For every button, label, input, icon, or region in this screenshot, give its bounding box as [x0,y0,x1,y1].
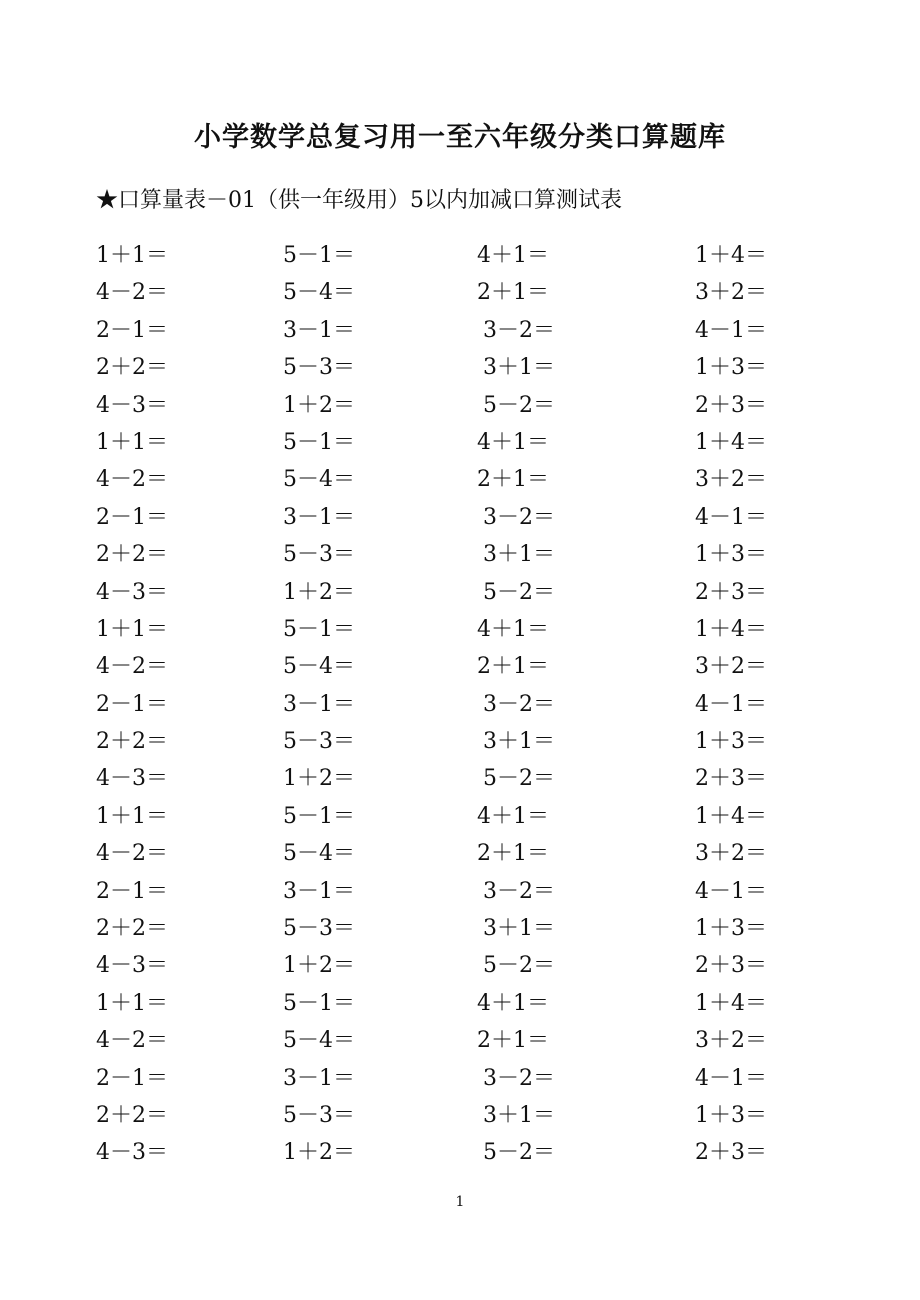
page-number: 1 [455,1194,465,1210]
problem-item: 4＋1＝ [477,429,549,455]
problem-grid [0,237,920,1172]
page-title: 小学数学总复习用一至六年级分类口算题库 [194,122,726,153]
problem-item: 5－3＝ [283,542,355,568]
problem-item: 1＋3＝ [695,916,767,942]
problem-item: 2－1＝ [96,504,168,530]
problem-item: 2－1＝ [96,317,168,343]
problem-item: 4－1＝ [695,317,767,343]
problem-item: 5－3＝ [283,355,355,381]
problem-item: 3－2＝ [483,317,555,343]
problem-item: 5－1＝ [283,243,355,268]
problem-item: 2－1＝ [96,1065,168,1091]
problem-item: 1＋1＝ [96,990,168,1016]
problem-row [0,611,920,648]
problem-item: 2＋3＝ [695,1140,767,1166]
problem-item: 4＋1＝ [477,243,549,268]
problem-item: 1＋2＝ [283,766,355,792]
problem-item: 3＋2＝ [695,280,767,306]
problem-item: 5－1＝ [283,616,355,642]
problem-item: 5－3＝ [283,729,355,755]
problem-row [0,723,920,760]
problem-item: 2＋1＝ [477,654,549,680]
problem-item: 4－1＝ [695,1065,767,1091]
problem-item: 5－1＝ [283,990,355,1016]
problem-item: 2＋3＝ [695,953,767,979]
problem-item: 5－4＝ [283,654,355,680]
problem-item: 3＋1＝ [483,916,555,942]
problem-item: 1＋2＝ [283,953,355,979]
problem-item: 4－2＝ [96,1028,168,1054]
problem-item: 4－2＝ [96,467,168,493]
problem-item: 3－1＝ [283,691,355,717]
problem-item: 2＋3＝ [695,766,767,792]
problem-item: 2－1＝ [96,878,168,904]
problem-item: 1＋4＝ [695,616,767,642]
problem-row [0,1060,920,1097]
problem-item: 4－1＝ [695,504,767,530]
problem-row [0,1022,920,1059]
problem-item: 2＋3＝ [695,392,767,418]
problem-item: 5－2＝ [483,579,555,605]
problem-item: 2＋1＝ [477,467,549,493]
problem-item: 4－3＝ [96,579,168,605]
problem-item: 1＋3＝ [695,1102,767,1128]
problem-item: 4＋1＝ [477,616,549,642]
problem-item: 3－1＝ [283,504,355,530]
problem-row [0,760,920,797]
problem-item: 4－3＝ [96,392,168,418]
problem-row [0,648,920,685]
problem-item: 3－2＝ [483,504,555,530]
problem-item: 3＋1＝ [483,542,555,568]
problem-item: 4－2＝ [96,654,168,680]
problem-item: 1＋1＝ [96,429,168,455]
problem-row [0,574,920,611]
problem-item: 5－4＝ [283,467,355,493]
problem-item: 1＋3＝ [695,355,767,381]
problem-item: 2＋1＝ [477,841,549,867]
problem-item: 4－1＝ [695,691,767,717]
problem-item: 4－3＝ [96,1140,168,1166]
problem-item: 1＋4＝ [695,990,767,1016]
problem-row [0,387,920,424]
problem-row [0,686,920,723]
problem-item: 3－2＝ [483,1065,555,1091]
problem-item: 3－2＝ [483,878,555,904]
problem-row [0,985,920,1022]
problem-item: 3＋2＝ [695,654,767,680]
problem-item: 4－3＝ [96,953,168,979]
problem-item: 3－1＝ [283,878,355,904]
problem-row [0,274,920,311]
problem-item: 1＋4＝ [695,803,767,829]
problem-item: 2＋2＝ [96,355,168,381]
problem-item: 2＋2＝ [96,542,168,568]
problem-item: 3＋1＝ [483,729,555,755]
problem-item: 2－1＝ [96,691,168,717]
problem-item: 4－3＝ [96,766,168,792]
problem-item: 3＋1＝ [483,355,555,381]
problem-item: 3＋2＝ [695,841,767,867]
problem-item: 4－2＝ [96,280,168,306]
problem-item: 5－1＝ [283,429,355,455]
problem-row [0,312,920,349]
problem-row [0,237,920,274]
problem-item: 3＋2＝ [695,1028,767,1054]
problem-row [0,1097,920,1134]
problem-item: 2＋2＝ [96,729,168,755]
problem-row [0,461,920,498]
problem-item: 2＋1＝ [477,1028,549,1054]
problem-item: 1＋2＝ [283,579,355,605]
problem-item: 1＋1＝ [96,616,168,642]
table-subtitle: ★口算量表－01（供一年级用）5以内加减口算测试表 [96,188,622,213]
problem-item: 5－2＝ [483,1140,555,1166]
problem-item: 5－2＝ [483,766,555,792]
problem-item: 3－1＝ [283,317,355,343]
problem-item: 3＋1＝ [483,1102,555,1128]
problem-row [0,1134,920,1171]
problem-item: 1＋2＝ [283,392,355,418]
problem-item: 1＋1＝ [96,243,168,268]
problem-item: 2＋3＝ [695,579,767,605]
problem-item: 1＋4＝ [695,243,767,268]
problem-item: 5－4＝ [283,280,355,306]
problem-item: 4＋1＝ [477,990,549,1016]
problem-item: 3＋2＝ [695,467,767,493]
problem-row [0,947,920,984]
problem-item: 1＋1＝ [96,803,168,829]
problem-row [0,424,920,461]
problem-item: 2＋2＝ [96,1102,168,1128]
problem-item: 5－4＝ [283,841,355,867]
problem-item: 5－2＝ [483,953,555,979]
problem-item: 5－1＝ [283,803,355,829]
problem-row [0,499,920,536]
problem-item: 1＋3＝ [695,729,767,755]
problem-row [0,910,920,947]
problem-item: 5－3＝ [283,1102,355,1128]
problem-row [0,536,920,573]
problem-item: 4－1＝ [695,878,767,904]
problem-item: 2＋1＝ [477,280,549,306]
problem-row [0,798,920,835]
problem-item: 4－2＝ [96,841,168,867]
problem-row [0,349,920,386]
problem-item: 3－1＝ [283,1065,355,1091]
problem-item: 1＋3＝ [695,542,767,568]
problem-item: 5－2＝ [483,392,555,418]
problem-item: 5－4＝ [283,1028,355,1054]
problem-item: 1＋2＝ [283,1140,355,1166]
problem-item: 3－2＝ [483,691,555,717]
problem-item: 4＋1＝ [477,803,549,829]
problem-item: 1＋4＝ [695,429,767,455]
problem-item: 2＋2＝ [96,916,168,942]
problem-row [0,835,920,872]
problem-item: 5－3＝ [283,916,355,942]
problem-row [0,873,920,910]
